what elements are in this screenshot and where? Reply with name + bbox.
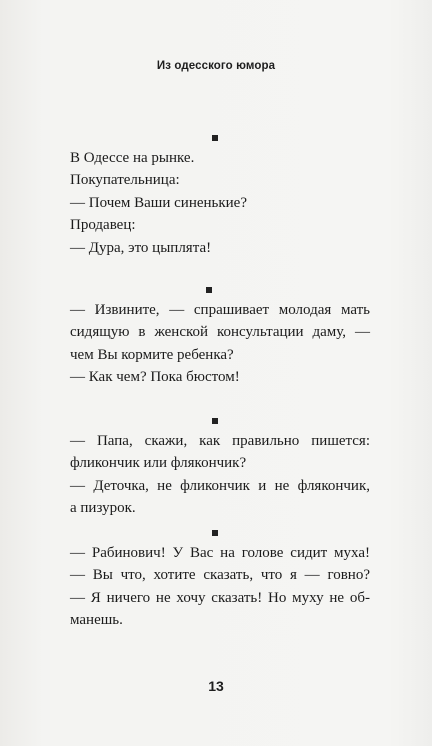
joke-line: — Вы что, хотите сказать, что я — говно?	[70, 567, 370, 584]
joke-1	[70, 147, 370, 259]
joke-line: — Извините, — спрашивает молодая мать	[70, 302, 370, 318]
joke-line: сидящую в женской консультации даму, —	[70, 324, 370, 341]
joke-4	[70, 542, 370, 632]
running-header: Из одесского юмора	[156, 60, 276, 72]
joke-3	[70, 430, 370, 520]
joke-line: манешь.	[70, 612, 123, 629]
section-separator-mark	[206, 287, 212, 293]
joke-line: а пизурок.	[70, 500, 136, 517]
page-number: 13	[208, 678, 224, 694]
joke-line: — Дура, это цыплята!	[70, 239, 212, 256]
joke-line: Продавец:	[70, 217, 136, 234]
section-separator-mark	[212, 135, 218, 141]
joke-line: — Папа, скажи, как правильно пишется:	[70, 433, 370, 449]
joke-line: — Я ничего не хочу сказать! Но муху не об-	[70, 589, 370, 606]
section-separator-mark	[212, 418, 218, 424]
joke-line: Покупательница:	[70, 172, 180, 189]
joke-line: — Деточка, не фликончик и не флякончик,	[70, 477, 370, 494]
joke-line: фликончик или флякончик?	[70, 455, 247, 472]
section-separator-mark	[212, 530, 218, 536]
joke-line: чем Вы кормите ребенка?	[70, 346, 234, 363]
joke-2	[70, 299, 370, 389]
joke-line: — Почем Ваши синенькие?	[70, 194, 247, 211]
joke-line: — Рабинович! У Вас на голове сидит муха!	[70, 545, 370, 561]
joke-line: В Одессе на рынке.	[70, 150, 195, 166]
joke-line: — Как чем? Пока бюстом!	[70, 369, 240, 386]
